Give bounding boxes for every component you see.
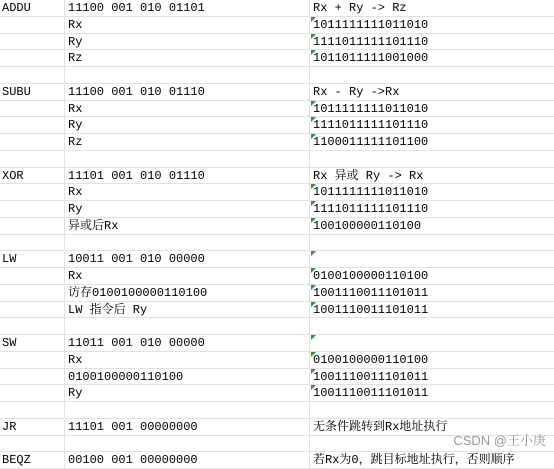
error-indicator-icon — [311, 101, 316, 106]
table-row — [0, 50, 554, 67]
encoding-cell[interactable] — [68, 318, 304, 335]
description-cell[interactable] — [313, 235, 553, 252]
opcode-cell[interactable] — [2, 369, 62, 386]
encoding-cell[interactable]: Ry — [68, 386, 83, 401]
encoding-cell[interactable]: 00100 001 00000000 — [68, 453, 198, 468]
encoding-cell[interactable]: 11101 001 010 01110 — [68, 168, 205, 183]
error-indicator-icon — [311, 17, 316, 22]
table-row — [0, 151, 554, 168]
table-row — [0, 352, 554, 369]
table-row — [0, 402, 554, 419]
error-indicator-icon — [311, 302, 316, 307]
description-cell[interactable]: 1011111111011010 — [313, 185, 429, 200]
description-cell[interactable]: Rx 异或 Ry -> Rx — [313, 168, 424, 183]
encoding-cell[interactable]: Rz — [68, 51, 83, 66]
error-indicator-icon — [311, 134, 316, 139]
table-row — [0, 268, 554, 285]
encoding-cell[interactable]: Rx — [68, 17, 83, 32]
table-row — [0, 302, 554, 319]
table-row — [0, 385, 554, 402]
description-cell[interactable]: 0100100000110100 — [313, 269, 429, 283]
encoding-cell[interactable]: Rx — [68, 185, 83, 200]
table-row — [0, 452, 554, 469]
table-row — [0, 285, 554, 302]
table-row — [0, 17, 554, 34]
encoding-cell[interactable]: 访存0100100000110100 — [68, 285, 208, 300]
opcode-cell[interactable] — [2, 302, 62, 319]
description-cell[interactable] — [313, 67, 553, 84]
error-indicator-icon — [311, 50, 316, 55]
table-row — [0, 201, 554, 218]
opcode-cell[interactable] — [2, 218, 62, 235]
table-row — [0, 84, 554, 101]
opcode-cell[interactable] — [2, 50, 62, 67]
encoding-cell[interactable]: 11101 001 00000000 — [68, 419, 198, 434]
opcode-cell[interactable] — [2, 235, 62, 252]
description-cell[interactable] — [313, 251, 553, 268]
table-row — [0, 251, 554, 268]
encoding-cell[interactable]: Rz — [68, 135, 83, 149]
description-cell[interactable]: 1100011111101100 — [313, 135, 429, 149]
error-indicator-icon — [311, 369, 316, 374]
encoding-cell[interactable] — [68, 402, 304, 419]
encoding-cell[interactable]: Rx — [68, 269, 83, 283]
opcode-cell[interactable] — [2, 151, 62, 168]
encoding-cell[interactable] — [68, 436, 304, 453]
table-row — [0, 168, 554, 185]
description-cell[interactable]: 1111011111101110 — [313, 118, 429, 133]
opcode-cell[interactable]: BEQZ — [2, 453, 31, 468]
description-cell[interactable]: 1001110011101011 — [313, 302, 429, 317]
encoding-cell[interactable]: Rx — [68, 101, 83, 116]
description-cell[interactable] — [313, 151, 553, 168]
table-row — [0, 335, 554, 352]
description-cell[interactable]: 1011011111001000 — [313, 51, 429, 66]
encoding-cell[interactable]: 10011 001 010 00000 — [68, 252, 205, 267]
opcode-cell[interactable] — [2, 117, 62, 134]
description-cell[interactable]: 无条件跳转到Rx地址执行 — [313, 419, 448, 434]
opcode-cell[interactable] — [2, 101, 62, 118]
table-row — [0, 101, 554, 118]
table-row — [0, 67, 554, 84]
encoding-cell[interactable]: Ry — [68, 202, 83, 216]
opcode-cell[interactable]: SW — [2, 336, 17, 350]
opcode-cell[interactable] — [2, 402, 62, 419]
description-cell[interactable]: 1001110011101011 — [313, 386, 429, 401]
description-cell[interactable]: Rx - Ry ->Rx — [313, 84, 400, 99]
description-cell[interactable]: 1111011111101110 — [313, 34, 429, 49]
description-cell[interactable]: 1001110011101011 — [313, 369, 429, 384]
opcode-cell[interactable] — [2, 17, 62, 34]
opcode-cell[interactable] — [2, 268, 62, 285]
opcode-cell[interactable] — [2, 318, 62, 335]
error-indicator-icon — [311, 352, 316, 357]
error-indicator-icon — [311, 268, 316, 273]
error-indicator-icon — [311, 285, 316, 290]
description-cell[interactable]: 1001110011101011 — [313, 285, 429, 300]
opcode-cell[interactable] — [2, 201, 62, 218]
error-indicator-icon — [311, 385, 316, 390]
opcode-cell[interactable] — [2, 67, 62, 84]
table-row — [0, 34, 554, 51]
watermark: CSDN @王小庚 — [453, 433, 546, 448]
error-indicator-icon — [311, 251, 316, 256]
table-row — [0, 184, 554, 201]
table-row — [0, 318, 554, 335]
description-cell[interactable]: 若Rx为0，跳目标地址执行，否则顺序 — [313, 453, 515, 468]
opcode-cell[interactable]: ADDU — [2, 1, 31, 15]
table-row — [0, 0, 554, 17]
encoding-cell[interactable]: 11100 001 010 01110 — [68, 84, 205, 99]
description-cell[interactable]: 100100000110100 — [313, 218, 422, 233]
description-cell[interactable]: 1011111111011010 — [313, 101, 429, 116]
encoding-cell[interactable]: 异或后Rx — [68, 218, 119, 233]
error-indicator-icon — [311, 184, 316, 189]
description-cell[interactable] — [313, 335, 553, 352]
table-row — [0, 218, 554, 235]
opcode-cell[interactable] — [2, 385, 62, 402]
error-indicator-icon — [311, 117, 316, 122]
description-cell[interactable]: Rx + Ry -> Rz — [313, 1, 407, 15]
description-cell[interactable] — [313, 318, 553, 335]
encoding-cell[interactable]: Ry — [68, 118, 83, 133]
description-cell[interactable] — [313, 402, 553, 419]
encoding-cell[interactable]: 11100 001 010 01101 — [68, 1, 205, 15]
encoding-cell[interactable] — [68, 235, 304, 252]
opcode-cell[interactable]: XOR — [2, 168, 24, 183]
table-row — [0, 235, 554, 252]
error-indicator-icon — [311, 201, 316, 206]
opcode-cell[interactable] — [2, 436, 62, 453]
opcode-cell[interactable]: LW — [2, 252, 17, 267]
table-row — [0, 134, 554, 151]
opcode-cell[interactable] — [2, 134, 62, 151]
encoding-cell[interactable]: Rx — [68, 352, 83, 367]
error-indicator-icon — [311, 335, 316, 340]
table-row — [0, 117, 554, 134]
table-row — [0, 369, 554, 386]
opcode-cell[interactable]: SUBU — [2, 84, 31, 99]
description-cell[interactable]: 0100100000110100 — [313, 352, 429, 367]
encoding-cell[interactable]: LW 指令后 Ry — [68, 302, 148, 317]
description-cell[interactable]: 1011111111011010 — [313, 17, 429, 32]
opcode-cell[interactable] — [2, 285, 62, 302]
opcode-cell[interactable]: JR — [2, 419, 17, 434]
opcode-cell[interactable] — [2, 184, 62, 201]
opcode-cell[interactable] — [2, 34, 62, 51]
encoding-cell[interactable] — [68, 67, 304, 84]
error-indicator-icon — [311, 34, 316, 39]
description-cell[interactable]: 1111011111101110 — [313, 202, 429, 216]
encoding-cell[interactable]: 11011 001 010 00000 — [68, 336, 205, 350]
encoding-cell[interactable]: 0100100000110100 — [68, 369, 184, 384]
encoding-cell[interactable]: Ry — [68, 34, 83, 49]
encoding-cell[interactable] — [68, 151, 304, 168]
opcode-cell[interactable] — [2, 352, 62, 369]
error-indicator-icon — [311, 218, 316, 223]
